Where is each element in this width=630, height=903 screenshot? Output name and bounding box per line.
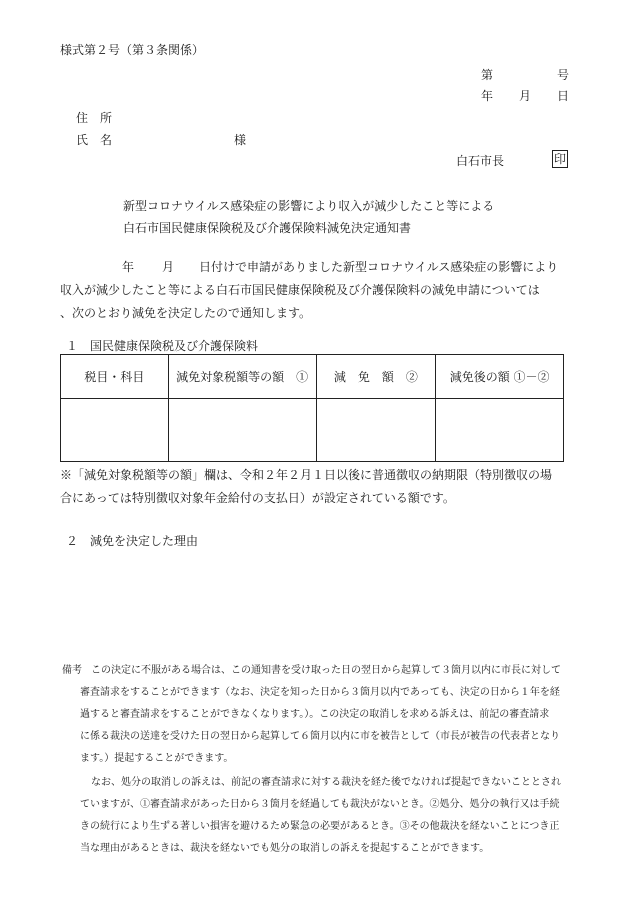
header-target-amount: 減免対象税額等の額 ① (168, 355, 316, 399)
remarks-p2-line3: きの続行により生ずる著しい損害を避けるため緊急の必要があるとき。③その他裁決を経ないことにつき正 (80, 821, 560, 832)
remarks-p1-line4: に係る裁決の送達を受けた日の翌日から起算して６箇月以内に市を被告として（市長が被告の代表者となり (80, 731, 560, 742)
date-day: 日 (557, 89, 570, 103)
name-label: 氏 名 (76, 133, 113, 147)
remarks-p1-line1: この決定に不服がある場合は、この通知書を受け取った日の翌日から起算して３箇月以内に市長に対して (91, 665, 561, 676)
header-reduction-amount: 減 免 額 ② (316, 355, 436, 399)
address-label: 住 所 (76, 111, 113, 125)
remarks-p2-line1: なお、処分の取消しの訴えは、前記の審査請求に対する裁決を経た後でなければ提起できないこととされ (91, 777, 561, 788)
body-line3: 、次のとおり減免を決定したので通知します。 (60, 306, 312, 320)
table-header-row (61, 355, 564, 399)
remarks-label: 備考 (62, 665, 82, 676)
notice-title-line2: 白石市国民健康保険税及び介護保険料減免決定通知書 (123, 221, 412, 235)
header-after-amount: 減免後の額 ①－② (436, 355, 564, 399)
section1-heading: １ 国民健康保険税及び介護保険料 (66, 339, 259, 353)
body-line1: 日付けで申請がありました新型コロナウイルス感染症の影響により (199, 260, 559, 274)
table-note-line1: ※「減免対象税額等の額」欄は、令和２年２月１日以後に普通徴収の納期限（特別徴収の場 (60, 468, 553, 482)
body-month: 月 (162, 260, 175, 274)
date-year: 年 (481, 89, 494, 103)
form-number: 様式第２号（第３条関係） (60, 43, 205, 57)
honorific: 様 (234, 133, 247, 147)
header-tax-item: 税目・科目 (61, 355, 169, 399)
section2-heading: ２ 減免を決定した理由 (66, 534, 199, 548)
body-line2: 収入が減少したこと等による白石市国民健康保険税及び介護保険料の減免申請については (60, 283, 540, 297)
remarks-p1-line2: 審査請求をすることができます（なお、決定を知った日から３箇月以内であっても、決定の日から１年を経 (80, 687, 560, 698)
cell-after-amount (436, 399, 564, 462)
remarks-p2-line4: 当な理由があるときは、裁決を経ないでも処分の取消しの訴えを提起することができます。 (80, 843, 490, 854)
remarks-p1-line5: ます。）提起することができます。 (80, 753, 234, 764)
reduction-table (60, 354, 564, 462)
seal-mark: 印 (554, 152, 567, 166)
doc-number-prefix: 第 (481, 68, 494, 82)
table-note-line2: 合にあっては特別徴収対象年金給付の支払日）が設定されている額です。 (60, 491, 455, 505)
issuer-title: 白石市長 (456, 154, 505, 168)
remarks-p1-line3: 過すると審査請求をすることができなくなります。）。この決定の取消しを求める訴えは、前記の審査請求 (80, 709, 550, 720)
table-row (61, 399, 564, 462)
date-month: 月 (519, 89, 532, 103)
cell-reduction-amount (316, 399, 436, 462)
notice-title-line1: 新型コロナウイルス感染症の影響により収入が減少したこと等による (123, 199, 495, 213)
cell-tax-item (61, 399, 169, 462)
remarks-p2-line2: ていますが、①審査請求があった日から３箇月を経過しても裁決がないとき。②処分、処分の執行又は手続 (80, 799, 560, 810)
doc-number-suffix: 号 (557, 68, 570, 82)
cell-target-amount (168, 399, 316, 462)
body-year: 年 (122, 260, 135, 274)
